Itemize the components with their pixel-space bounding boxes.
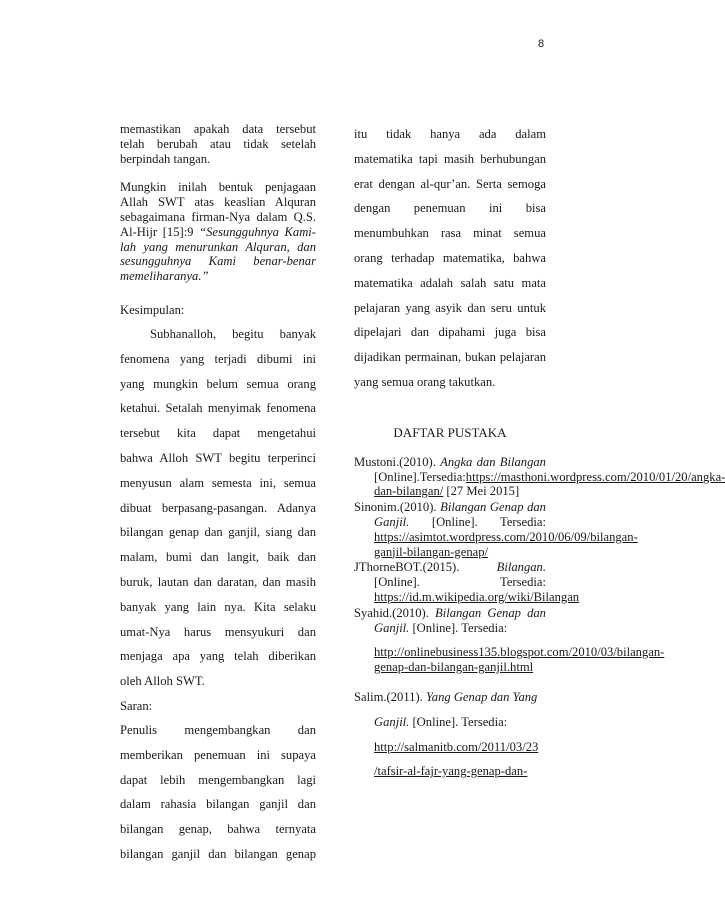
ref-date: [27 Mei 2015] xyxy=(443,484,520,499)
ref-url[interactable]: http://onlinebusiness135.blogspot.com/2010/03/bilangan-genap-dan-bilangan-ganjil.html xyxy=(374,645,665,675)
kesimpulan-heading: Kesimpulan: xyxy=(120,302,185,317)
text-line: yang mungkin belum semua orang xyxy=(120,376,316,391)
text-line: berpindah tangan. xyxy=(120,151,211,166)
text-line xyxy=(120,225,316,240)
text-line: Penulis mengembangkan dan xyxy=(120,722,316,737)
ref-title: Yang Genap dan Yang Ganjil. xyxy=(374,689,538,729)
text-line: sebagaimana firman-Nya dalam Q.S. xyxy=(120,209,316,224)
verse-quote: “Sesungguhnya Kami- xyxy=(199,224,316,239)
reference-entry xyxy=(354,685,546,784)
text-line: dibuat berpasang-pasangan. Adanya xyxy=(120,500,316,515)
ref-title: Bilangan Genap dan Ganjil. xyxy=(374,605,546,635)
text-line: dipelajari dan dipahami juga bisa xyxy=(354,325,546,340)
text-line: banyak yang lain nya. Kita selaku xyxy=(120,599,316,614)
ref-author: Salim.(2011). xyxy=(354,689,426,704)
reference-entry xyxy=(354,454,725,499)
text-line: menyusun alam semesta ini, semua xyxy=(120,475,316,490)
ref-author: Mustoni.(2010). xyxy=(354,454,441,469)
text-line: matematika adalah salah satu mata xyxy=(354,275,546,290)
text-line xyxy=(120,254,316,269)
saran-heading: Saran: xyxy=(120,698,153,713)
text-line: dijadikan permainan, bukan pelajaran xyxy=(354,350,546,365)
text-line: yang semua orang takutkan. xyxy=(354,374,496,389)
verse-ref: Al-Hijr [15]:9 xyxy=(120,224,200,239)
ref-access: [Online]. Tersedia: xyxy=(409,514,546,529)
ref-access: [Online].Tersedia: xyxy=(374,469,466,484)
left-column xyxy=(120,122,316,867)
text-line: itu tidak hanya ada dalam xyxy=(354,127,546,141)
ref-author: JThorneBOT.(2015). xyxy=(354,560,497,575)
ref-title: Bilangan. xyxy=(496,560,546,575)
ref-url-block xyxy=(374,645,665,675)
verse-quote: memeliharanya.” xyxy=(120,269,209,284)
ref-author: Sinonim.(2010). xyxy=(354,500,441,515)
saran-text xyxy=(120,718,316,867)
ref-url[interactable]: http://salmanitb.com/2011/03/23 /tafsir-al-fajr-yang-genap-dan- xyxy=(374,739,539,779)
paragraph-closing xyxy=(120,122,316,166)
text-line: dengan penemuan ini bisa xyxy=(354,201,546,216)
text-line: menjaga apa yang telah diberikan xyxy=(120,649,316,664)
text-line: umat-Nya harus mensyukuri dan xyxy=(120,624,316,639)
text-line: memastikan apakah data tersebut xyxy=(120,122,316,136)
paragraph-quran xyxy=(120,180,316,284)
text-line: dapat lebih mengembangkan lagi xyxy=(120,772,316,787)
reference-entry xyxy=(354,500,638,559)
ref-url-block xyxy=(374,735,546,785)
text-line: dalam rahasia bilangan ganjil dan xyxy=(120,797,316,812)
kesimpulan-text xyxy=(120,322,316,694)
verse-quote: lah yang menurunkan Alquran, dan xyxy=(120,239,316,254)
right-column xyxy=(354,122,725,784)
reference-entry xyxy=(354,560,580,604)
text-line: bahwa Alloh SWT begitu terperinci xyxy=(120,450,316,465)
ref-url[interactable]: https://id.m.wikipedia.org/wiki/Bilangan xyxy=(374,589,580,604)
text-line: Mungkin inilah bentuk penjagaan xyxy=(120,180,316,195)
text-line: erat dengan al-qur’an. Serta semoga xyxy=(354,176,546,191)
ref-title: Angka dan Bilangan xyxy=(440,454,546,469)
reference-entry xyxy=(354,605,665,675)
text-line: telah berubah atau tidak setelah xyxy=(120,136,316,151)
text-line: Subhanalloh, begitu banyak xyxy=(150,326,316,341)
text-line: tersebut kita dapat mengetahui xyxy=(120,426,316,441)
ref-url[interactable]: https://masthoni.wordpress.com/2010/01/20/angka-dan-bilangan/ xyxy=(374,469,725,499)
text-line: orang terhadap matematika, bahwa xyxy=(354,250,546,265)
text-line: bilangan ganjil dan bilangan genap xyxy=(120,846,316,861)
text-line: fenomena yang terjadi dibumi ini xyxy=(120,351,316,366)
text-line: ketahui. Setalah menyimak fenomena xyxy=(120,401,316,416)
text-line: Allah SWT atas keaslian Alquran xyxy=(120,195,316,210)
text-line: buruk, lautan dan daratan, dan masih xyxy=(120,574,316,589)
page-number: 8 xyxy=(538,38,545,50)
text-line: oleh Alloh SWT. xyxy=(120,674,205,689)
ref-url[interactable]: https://asimtot.wordpress.com/2010/06/09/bilangan-ganjil-bilangan-genap/ xyxy=(374,529,638,559)
text-line: pelajaran yang asyik dan seru untuk xyxy=(354,300,546,315)
text-line: menumbuhkan rasa minat semua xyxy=(354,226,546,241)
text-line: bilangan genap, bahwa ternyata xyxy=(120,822,316,837)
ref-author: Syahid.(2010). xyxy=(354,605,436,620)
text-line xyxy=(120,269,316,284)
text-line: bilangan genap dan ganjil, siang dan xyxy=(120,525,316,540)
daftar-pustaka-heading: DAFTAR PUSTAKA xyxy=(393,424,507,440)
text-line: malam, bumi dan langit, baik dan xyxy=(120,550,316,565)
verse-quote: sesungguhnya Kami benar-benar xyxy=(120,254,316,269)
text-line: memberikan penemuan ini supaya xyxy=(120,747,316,762)
ref-access: [Online]. Tersedia: xyxy=(409,714,508,729)
continuation-text xyxy=(354,122,546,395)
ref-access: [Online]. Tersedia: xyxy=(374,575,546,590)
ref-title: Bilangan Genap dan Ganjil. xyxy=(374,500,546,529)
text-line: matematika tapi masih berhubungan xyxy=(354,151,546,166)
text-line xyxy=(120,240,316,255)
ref-access: [Online]. Tersedia: xyxy=(409,620,508,635)
